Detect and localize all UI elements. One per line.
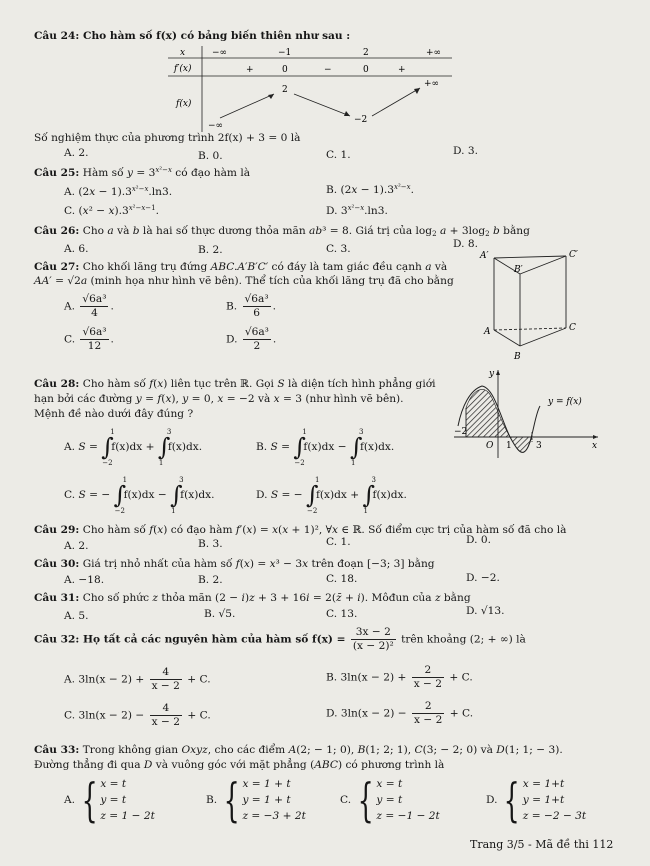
q29-option-d[interactable]: D. 0. xyxy=(466,534,491,546)
tbl-fp-z1: 0 xyxy=(282,65,288,75)
prism-label-b: B xyxy=(514,352,521,362)
q30-option-a[interactable]: A. −18. xyxy=(64,574,105,586)
q24-option-a[interactable]: A. 2. xyxy=(64,147,89,159)
q25-option-b[interactable]: B. $(2x - 1).3^{x^2-x}$. xyxy=(326,183,414,196)
q33-option-a[interactable]: A. { x = t y = t z = 1 − 2t xyxy=(64,773,155,827)
tbl-fp-label: f′(x) xyxy=(174,64,192,74)
fig-o-label: O xyxy=(486,441,494,451)
q26-option-c[interactable]: C. 3. xyxy=(326,243,351,255)
q33-line2: Đường thẳng đi qua D và vuông góc với mặt phẳng (ABC) có phương trình là xyxy=(34,759,445,771)
q26-option-b[interactable]: B. 2. xyxy=(198,244,223,256)
prism-label-b1: B′ xyxy=(514,265,523,275)
q24-stem: Câu 24: Cho hàm số f(x) có bảng biến thiên như sau : xyxy=(34,30,351,42)
q26-stem: Câu 26: Cho a và b là hai số thực dương thỏa mãn ab³ = 8. Giá trị của $\log_2 a + 3\log_2$ b bằng xyxy=(34,225,530,238)
q32-option-d[interactable]: D. 3ln(x − 2) − $\frac{2}{x - 2}$ + C. xyxy=(326,700,474,727)
tbl-fp-s2: − xyxy=(324,65,332,75)
tbl-fp-s1: + xyxy=(246,65,254,75)
q32-option-a[interactable]: A. 3ln(x − 2) + $\frac{4}{x - 2}$ + C. xyxy=(64,666,211,693)
tbl-f-posinf: +∞ xyxy=(424,79,440,89)
q32-stem: Câu 32: Họ tất cả các nguyên hàm của hàm số f(x) = $\frac{3x - 2}{\text{(x − 2)²}}$ trên khoảng (2; + ∞) là xyxy=(34,626,526,653)
q29-stem: Câu 29: Cho hàm số f(x) có đạo hàm f′(x) = x(x + 1)², ∀x ∈ ℝ. Số điểm cực trị của hàm số đã cho là xyxy=(34,524,567,536)
fig-three-label: 3 xyxy=(536,441,542,451)
q24-option-b[interactable]: B. 0. xyxy=(198,150,223,162)
page-footer: Trang 3/5 - Mã đề thi 112 xyxy=(470,838,614,851)
q31-option-d[interactable]: D. √13. xyxy=(466,605,505,617)
q33-option-d[interactable]: D. { x = 1+t y = 1+t z = −2 − 3t xyxy=(486,773,587,827)
q27-option-b[interactable]: B. $\frac{\text{√6a³}}{6}$ . xyxy=(226,293,276,320)
tbl-x-posinf: +∞ xyxy=(426,48,442,58)
q28-area-figure xyxy=(452,366,602,462)
q29-option-c[interactable]: C. 1. xyxy=(326,536,351,548)
tbl-x-2: 2 xyxy=(363,48,369,58)
q31-option-b[interactable]: B. √5. xyxy=(204,608,236,620)
fig-one-label: 1 xyxy=(506,441,512,451)
tbl-f-min: −2 xyxy=(354,115,368,125)
q27-line2: AA′ = √2a (minh họa như hình vẽ bên). Thể tích của khối lăng trụ đã cho bằng xyxy=(34,275,454,287)
q29-option-a[interactable]: A. 2. xyxy=(64,540,89,552)
q26-option-a[interactable]: A. 6. xyxy=(64,243,89,255)
q33-line1: Câu 33: Trong không gian Oxyz, cho các điểm A(2; − 1; 0), B(1; 2; 1), C(3; − 2; 0) và D(1; 1; − 3). xyxy=(34,744,563,756)
tbl-f-label: f(x) xyxy=(176,99,192,109)
q26-option-d[interactable]: D. 8. xyxy=(453,238,478,250)
q30-option-b[interactable]: B. 2. xyxy=(198,574,223,586)
q28-option-d[interactable]: D. S = − ∫ 1 −2 f(x)dx + ∫ 3 1 f(x)dx. xyxy=(256,476,407,515)
prism-label-a1: A′ xyxy=(480,251,489,261)
q25-option-d[interactable]: D. $3^{x^2-x}.\ln 3$. xyxy=(326,204,388,217)
q27-line1: Câu 27: Cho khối lăng trụ đứng ABC.A′B′C′ có đáy là tam giác đều cạnh a và xyxy=(34,261,448,273)
q32-option-b[interactable]: B. 3ln(x − 2) + $\frac{2}{x - 2}$ + C. xyxy=(326,664,473,691)
fig-y-label: y xyxy=(489,369,495,379)
q25-option-c[interactable]: C. $(x^2 - x).3^{x^2-x-1}$. xyxy=(64,204,159,217)
fig-neg2-label: −2 xyxy=(454,427,468,437)
q30-option-c[interactable]: C. 18. xyxy=(326,573,358,585)
q27-option-d[interactable]: D. $\frac{\text{√6a³}}{2}$ . xyxy=(226,326,277,353)
q28-line3: Mệnh đề nào dưới đây đúng ? xyxy=(34,408,194,420)
q30-stem: Câu 30: Giá trị nhỏ nhất của hàm số f(x) = x³ − 3x trên đoạn [−3; 3] bằng xyxy=(34,558,435,570)
prism-label-c: C xyxy=(569,323,576,333)
q33-option-c[interactable]: C. { x = t y = t z = −1 − 2t xyxy=(340,773,440,827)
tbl-f-max: 2 xyxy=(282,85,288,95)
tbl-x-neg1: −1 xyxy=(278,48,292,58)
q30-option-d[interactable]: D. −2. xyxy=(466,572,500,584)
q28-line2: hạn bởi các đường y = f(x), y = 0, x = −2 và x = 3 (như hình vẽ bên). xyxy=(34,393,404,405)
q31-option-a[interactable]: A. 5. xyxy=(64,610,89,622)
q32-option-c[interactable]: C. 3ln(x − 2) − $\frac{4}{x - 2}$ + C. xyxy=(64,702,211,729)
q25-stem: Câu 25: Hàm số $y = 3^{x^2-x}$ có đạo hàm là xyxy=(34,166,251,179)
q27-option-a[interactable]: A. $\frac{\text{√6a³}}{4}$ . xyxy=(64,293,114,320)
fig-x-label: x xyxy=(592,441,598,451)
q27-prism-figure xyxy=(476,248,600,366)
tbl-x-neginf: −∞ xyxy=(212,48,228,58)
q24-variation-table xyxy=(168,44,454,134)
tbl-fp-z2: 0 xyxy=(363,65,369,75)
tbl-f-neginf: −∞ xyxy=(208,121,224,131)
prism-label-c1: C′ xyxy=(569,250,578,260)
q29-option-b[interactable]: B. 3. xyxy=(198,538,223,550)
q24-option-d[interactable]: D. 3. xyxy=(453,145,478,157)
prism-label-a: A xyxy=(484,327,491,337)
q31-stem: Câu 31: Cho số phức z thỏa mãn (2 − i)z + 3 + 16i = 2(z̄ + i). Môđun của z bằng xyxy=(34,592,471,604)
q24-question: Số nghiệm thực của phương trình 2f(x) + 3 = 0 là xyxy=(34,132,301,144)
q31-option-c[interactable]: C. 13. xyxy=(326,608,358,620)
q24-option-c[interactable]: C. 1. xyxy=(326,149,351,161)
tbl-x-label: x xyxy=(180,48,186,58)
q28-option-a[interactable]: A. S = ∫ 1 −2 f(x)dx + ∫ 3 1 f(x)dx. xyxy=(64,428,203,467)
q27-option-c[interactable]: C. $\frac{\text{√6a³}}{12}$ . xyxy=(64,326,114,353)
tbl-fp-s3: + xyxy=(398,65,406,75)
q28-option-b[interactable]: B. S = ∫ 1 −2 f(x)dx − ∫ 3 1 f(x)dx. xyxy=(256,428,395,467)
q25-option-a[interactable]: A. $(2x - 1).3^{x^2-x}.\ln 3$. xyxy=(64,185,173,198)
q28-option-c[interactable]: C. S = − ∫ 1 −2 f(x)dx − ∫ 3 1 f(x)dx. xyxy=(64,476,215,515)
fig-curve-label: y = f(x) xyxy=(548,397,582,407)
q33-option-b[interactable]: B. { x = 1 + t y = 1 + t z = −3 + 2t xyxy=(206,773,306,827)
q28-line1: Câu 28: Cho hàm số f(x) liên tục trên ℝ. Gọi S là diện tích hình phẳng giới xyxy=(34,378,436,390)
